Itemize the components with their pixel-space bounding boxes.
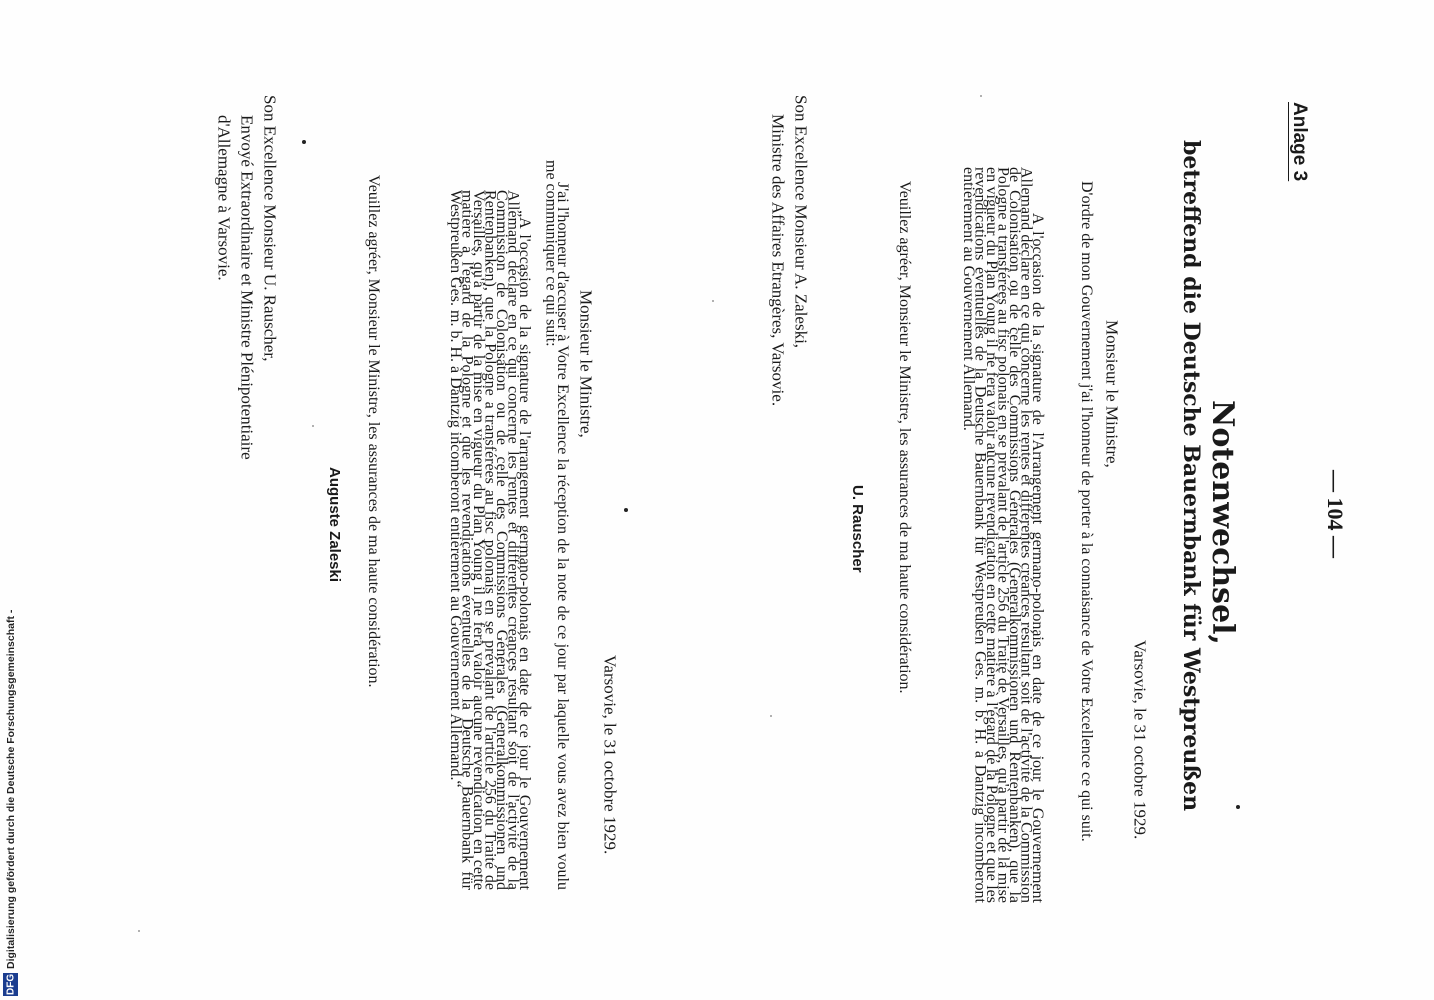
letter2-recipient-line1: Son Excellence Monsieur U. Rauscher,: [260, 95, 280, 362]
document-subtitle: betreffend die Deutsche Bauernbank für Westpreußen: [1178, 140, 1204, 812]
letter1-body: A l'occasion de la signature de l'Arrangement germano-polonais en date de ce jour le Gouvernement Allemand déclare en ce qui concerne les rentes et différentes créances résultant soit de l'activité de la Commission de Colonisation ou de celle des Commissions Générales (Generalkommissionen und Rentenbanken), que la Pologne a transférées au fisc polonais en se prévalant de l'article 256 du Traité de Versailles, qu'à partir de la mise en vigueur du Plan Young il ne fera valoir aucune revendication en cette matière à l'égard de la Pologne et que les revendications éventuelles de la Deutsche Bauernbank für Westpreußen Ges. m. b. H. à Dantzig incomberont entièrement au Gouvernement Allemand.: [960, 167, 1046, 903]
letter2-date: Varsovie, le 31 octobre 1929.: [600, 655, 620, 855]
letter2-intro: J'ai l'honneur d'accuser à Votre Excellence la réception de la note de ce jour par laquelle vous avez bien voulu me communiquer ce qui suit:: [542, 160, 571, 890]
scan-speck: [312, 425, 314, 427]
scan-speck: [770, 715, 772, 717]
letter1-salutation: Monsieur le Ministre,: [1102, 320, 1122, 468]
scan-speck: [980, 95, 982, 97]
scan-dot: [1236, 805, 1240, 809]
digitization-note: Digitalisierung gefördert durch die Deutsche Forschungsgemeinschaft -: [5, 609, 17, 969]
letter1-recipient-line2: Ministre des Affaires Etrangères, Varsovie.: [768, 114, 788, 407]
letter2-salutation: Monsieur le Ministre,: [576, 290, 596, 438]
scan-dot: [302, 140, 306, 144]
letter2-recipient-line2: Envoyé Extraordinaire et Ministre Plénipotentiaire: [237, 115, 257, 460]
scan-speck: [138, 930, 140, 932]
document-title: Notenwechsel,: [1205, 400, 1240, 645]
letter1-signature: U. Rauscher: [849, 485, 866, 573]
annex-label: Anlage 3: [1289, 102, 1310, 182]
dfg-logo: DFG: [5, 973, 17, 995]
scan-dot: [624, 508, 628, 512]
page-number: — 104 —: [1323, 470, 1348, 558]
letter1-date: Varsovie, le 31 octobre 1929.: [1130, 640, 1150, 840]
scan-speck: [712, 300, 714, 302]
letter1-intro: D'ordre de mon Gouvernement j'ai l'honneur de porter à la connaisance de Votre Excellence ce qui suit.: [1078, 181, 1095, 842]
letter1-closing: Veuillez agréer, Monsieur le Ministre, les assurances de ma haute considération.: [896, 181, 913, 694]
letter2-signature: Auguste Zaleski: [326, 467, 343, 583]
letter2-body: „A l'occasion de la signature de l'arrangement germano-polonais en date de ce jour le Gouvernement Allemand déclare en ce qui concerne les rentes et différentes créances résultant soit de l'activité de la Commission de Colonisation ou de celle des Commissions Générales (Generalkommissionen und Rentenbanken), que la Pologne a transférées au fisc polonais en se prévalant de l'article 256 du Traité de Versailles, qu'à partir de la mise en vigueur du Plan Young il ne fera valoir aucune revendication en cette matière à l'égard de la Pologne et que les revendications éventuelles de la Deutsche Bauernbank für Westpreußen Ges. m. b. H. à Dantzig incomberont entièrement au Gouvernement Allemand.“: [447, 190, 533, 890]
letter2-closing: Veuillez agréer, Monsieur le Ministre, les assurances de ma haute considération.: [365, 175, 382, 688]
letter2-recipient-line3: d'Allemagne à Varsovie.: [214, 115, 234, 281]
letter1-recipient-line1: Son Excellence Monsieur A. Zaleski,: [791, 95, 811, 349]
digitization-footer: [2, 606, 20, 996]
